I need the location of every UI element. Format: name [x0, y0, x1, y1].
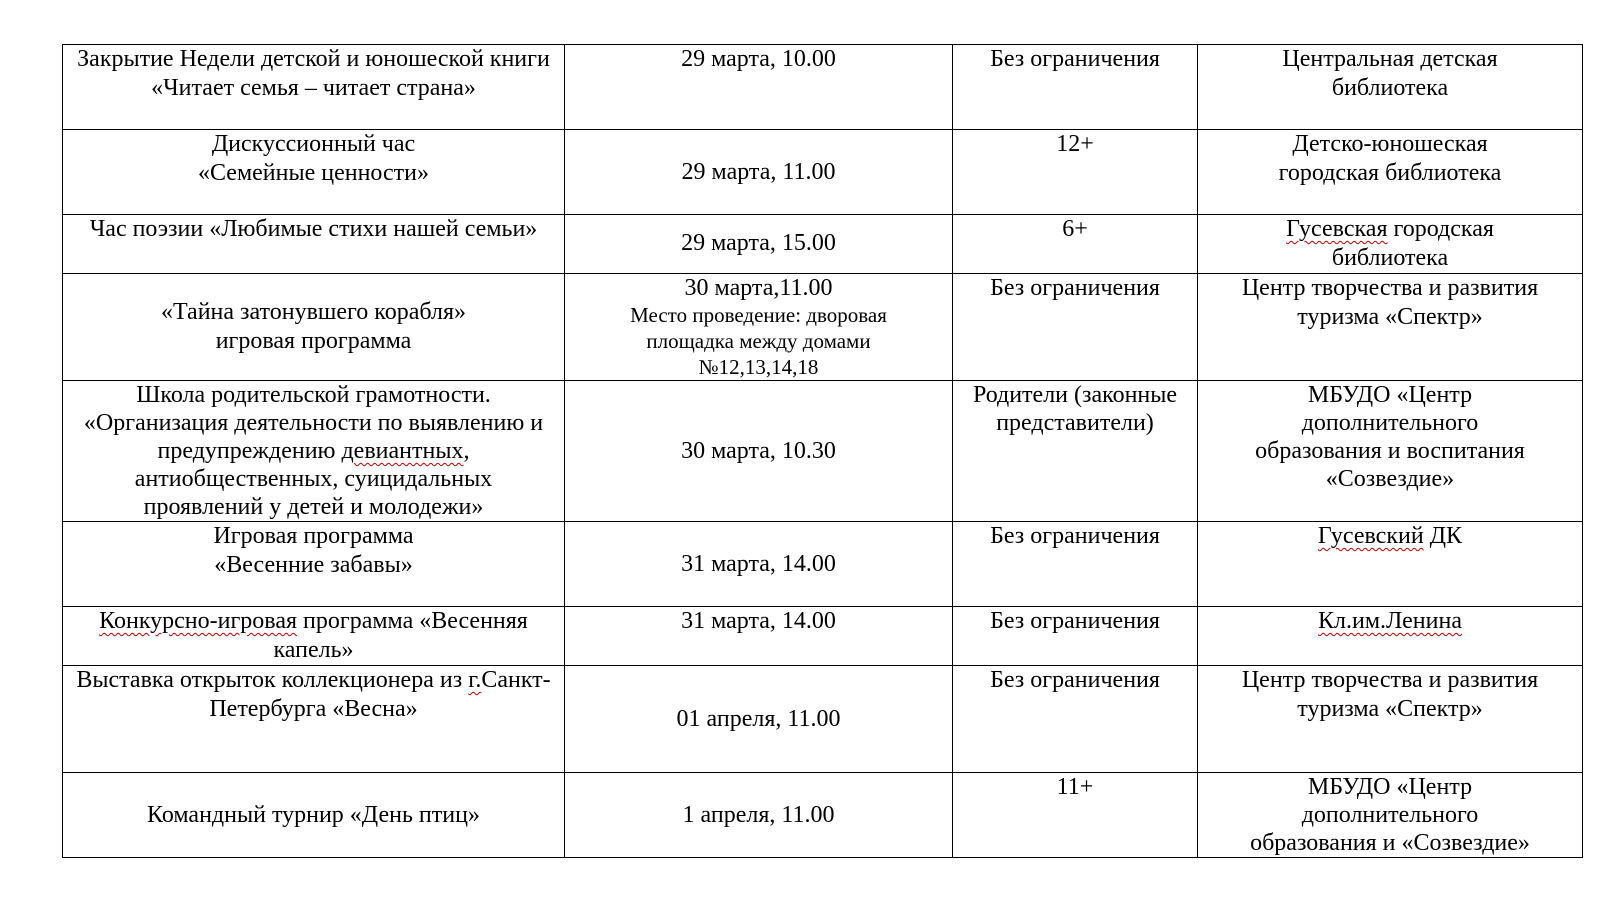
date-cell: 31 марта, 14.00: [565, 607, 953, 666]
table-row: [63, 522, 1583, 607]
event-cell: Дискуссионный час «Семейные ценности»: [63, 130, 565, 215]
event-cell: Командный турнир «День птиц»: [63, 773, 565, 858]
venue-cell: МБУДО «Центр дополнительного образования и воспитания «Созвездие»: [1198, 381, 1583, 522]
table-row: [63, 215, 1583, 274]
venue-cell: Гусевский ДК: [1198, 522, 1583, 607]
date-cell: 31 марта, 14.00: [565, 522, 953, 607]
date-cell: 30 марта, 10.30: [565, 381, 953, 522]
age-cell: Без ограничения: [953, 666, 1198, 773]
venue-cell: Гусевская городская библиотека: [1198, 215, 1583, 274]
table-row: [63, 274, 1583, 381]
age-cell: Без ограничения: [953, 45, 1198, 130]
venue-cell: Центр творчества и развития туризма «Спектр»: [1198, 666, 1583, 773]
date-cell: 29 марта, 11.00: [565, 130, 953, 215]
table-row: [63, 381, 1583, 522]
events-table: [62, 44, 1583, 858]
event-cell: Выставка открыток коллекционера из г.Санкт- Петербурга «Весна»: [63, 666, 565, 773]
table-row: [63, 607, 1583, 666]
table-row: [63, 45, 1583, 130]
event-cell: Час поэзии «Любимые стихи нашей семьи»: [63, 215, 565, 274]
event-cell: Закрытие Недели детской и юношеской книги «Читает семья – читает страна»: [63, 45, 565, 130]
venue-cell: МБУДО «Центр дополнительного образования и «Созвездие»: [1198, 773, 1583, 858]
event-cell: Конкурсно-игровая программа «Весенняя капель»: [63, 607, 565, 666]
event-cell: Игровая программа «Весенние забавы»: [63, 522, 565, 607]
event-cell: «Тайна затонувшего корабля» игровая программа: [63, 274, 565, 381]
table-row: [63, 130, 1583, 215]
venue-cell: Кл.им.Ленина: [1198, 607, 1583, 666]
age-cell: Без ограничения: [953, 274, 1198, 381]
age-cell: Без ограничения: [953, 522, 1198, 607]
event-cell: Школа родительской грамотности. «Организация деятельности по выявлению и предупреждению девиантных, антиобщественных, суицидальных проявлений у детей и молодежи»: [63, 381, 565, 522]
date-cell: 30 марта,11.00 Место проведение: дворовая площадка между домами №12,13,14,18: [565, 274, 953, 381]
date-cell: 1 апреля, 11.00: [565, 773, 953, 858]
age-cell: 12+: [953, 130, 1198, 215]
age-cell: Без ограничения: [953, 607, 1198, 666]
age-cell: 11+: [953, 773, 1198, 858]
date-cell: 29 марта, 15.00: [565, 215, 953, 274]
venue-cell: Детско-юношеская городская библиотека: [1198, 130, 1583, 215]
table-row: [63, 773, 1583, 858]
date-cell: 01 апреля, 11.00: [565, 666, 953, 773]
venue-cell: Центр творчества и развития туризма «Спектр»: [1198, 274, 1583, 381]
age-cell: Родители (законные представители): [953, 381, 1198, 522]
table-row: [63, 666, 1583, 773]
date-cell: 29 марта, 10.00: [565, 45, 953, 130]
venue-cell: Центральная детская библиотека: [1198, 45, 1583, 130]
age-cell: 6+: [953, 215, 1198, 274]
